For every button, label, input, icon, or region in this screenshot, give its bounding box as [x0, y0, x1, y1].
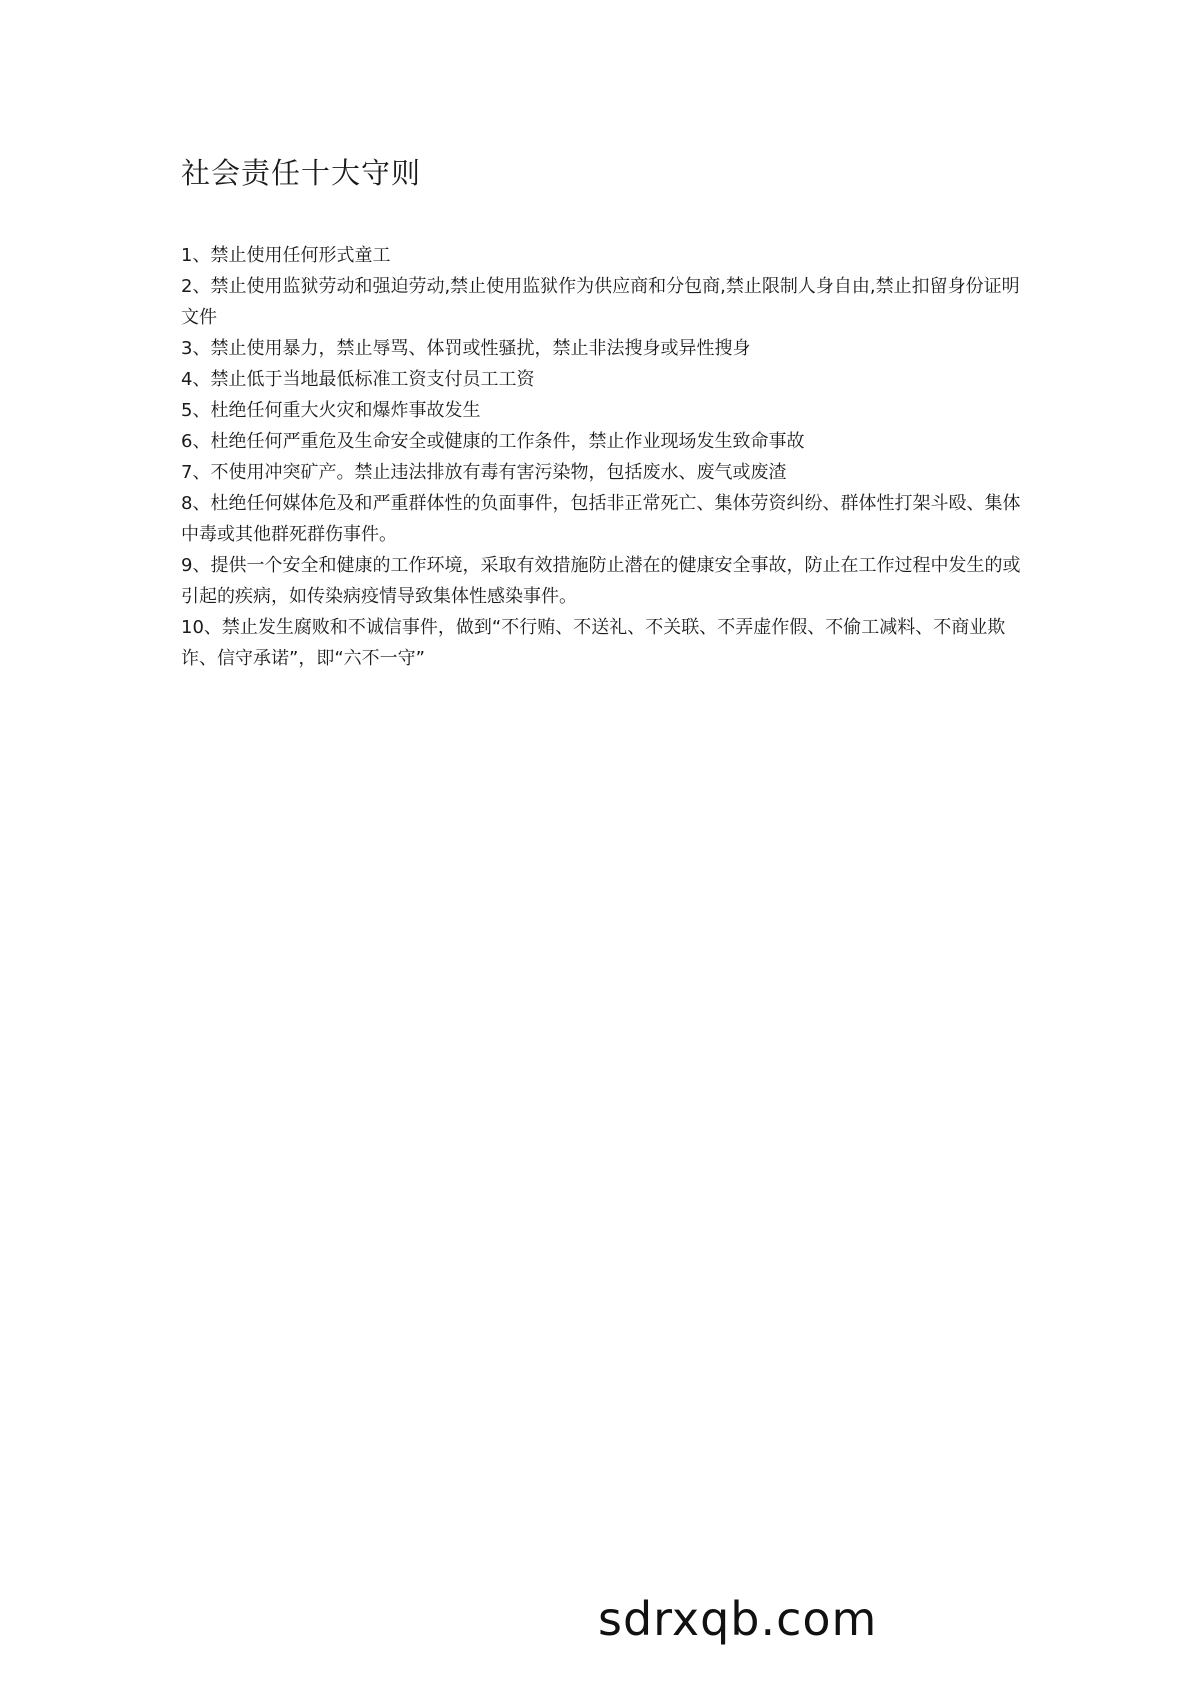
rule-item-6: 6、杜绝任何严重危及生命安全或健康的工作条件，禁止作业现场发生致命事故	[181, 431, 805, 452]
rule-item-5: 5、杜绝任何重大火灾和爆炸事故发生	[181, 400, 481, 421]
watermark-text: sdrxqb.com	[598, 1592, 878, 1646]
rule-item-8: 8、杜绝任何媒体危及和严重群体性的负面事件，包括非正常死亡、集体劳资纠纷、群体性打架斗殴、集体中毒或其他群死群伤事件。	[181, 493, 1021, 545]
rule-item-4: 4、禁止低于当地最低标准工资支付员工工资	[181, 369, 535, 390]
rule-item-2: 2、禁止使用监狱劳动和强迫劳动,禁止使用监狱作为供应商和分包商,禁止限制人身自由,禁止扣留身份证明文件	[181, 276, 1020, 328]
document-title: 社会责任十大守则	[181, 156, 422, 190]
rule-item-7: 7、不使用冲突矿产。禁止违法排放有毒有害污染物，包括废水、废气或废渣	[181, 462, 787, 483]
rule-item-9: 9、提供一个安全和健康的工作环境，采取有效措施防止潜在的健康安全事故，防止在工作过程中发生的或引起的疾病，如传染病疫情导致集体性感染事件。	[181, 555, 1021, 607]
rule-item-1: 1、禁止使用任何形式童工	[181, 245, 391, 266]
rule-item-10: 10、禁止发生腐败和不诚信事件，做到“不行贿、不送礼、不关联、不弄虚作假、不偷工减料、不商业欺诈、信守承诺”，即“六不一守”	[181, 617, 1006, 669]
rules-list	[181, 240, 1021, 674]
rule-item-3: 3、禁止使用暴力，禁止辱骂、体罚或性骚扰，禁止非法搜身或异性搜身	[181, 338, 751, 359]
